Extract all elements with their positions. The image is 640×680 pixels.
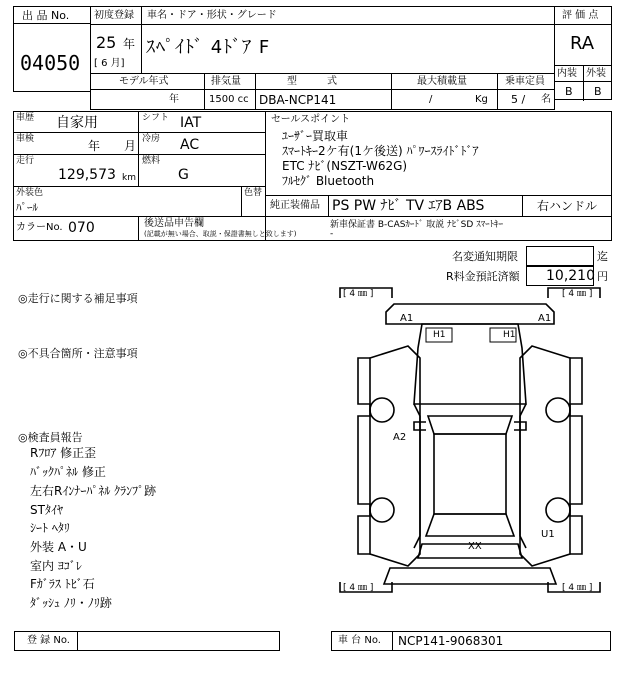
inspector-report-label: ◎検査員報告: [18, 431, 83, 444]
inspector-line: 室内 ﾖｺﾞﾚ: [30, 559, 82, 573]
car-name-box: [141, 6, 555, 74]
max-load-sep: /: [429, 94, 433, 105]
chassis-label: 車 台 No.: [338, 635, 381, 646]
right-side-outline: [570, 358, 582, 554]
capacity-value: 5 /: [511, 93, 526, 106]
spec-row: [90, 73, 555, 110]
equipment-label: 純正装備品: [270, 200, 320, 211]
recycle-value: 10,210: [546, 268, 595, 284]
sales-point-line: ﾕｰｻﾞｰ買取車: [282, 129, 349, 143]
inspector-line: ﾀﾞｯｼｭ ﾉﾘ・ﾉﾘ跡: [30, 596, 112, 610]
damage-mark: U1: [541, 529, 555, 540]
mileage-label: 走行: [16, 156, 35, 166]
docs-note: (記載が無い場合、取説・保證書無しと致します): [144, 230, 297, 238]
lot-no: 04050: [20, 51, 81, 75]
divider: [583, 65, 584, 101]
inspector-line: 外装 A・U: [30, 540, 87, 554]
defects-label: ◎不具合箇所・注意事項: [18, 347, 138, 360]
displacement-value: 1500 cc: [209, 94, 249, 105]
max-load-unit: Kg: [475, 94, 488, 105]
left-side-body: [370, 346, 420, 566]
chassis-box: [331, 631, 611, 651]
ac-value: AC: [180, 137, 200, 153]
tire-depth-tl: [ 4 ㎜ ]: [343, 289, 374, 299]
tire-depth-br: [ 4 ㎜ ]: [562, 583, 593, 593]
interior-grade: B: [565, 85, 573, 98]
steering-value: 右ハンドル: [537, 199, 598, 213]
inspection-year: 年: [88, 139, 101, 153]
first-reg-box: [90, 6, 142, 74]
fuel-label: 燃料: [142, 156, 161, 166]
divider: [13, 132, 266, 133]
max-load-label: 最大積載量: [417, 76, 467, 87]
divider: [391, 73, 392, 110]
recycle-label: R料金預託済額: [446, 270, 520, 283]
divider: [328, 195, 329, 217]
sales-points-box: [265, 111, 612, 196]
mileage-value: 129,573: [58, 167, 116, 183]
divider: [241, 186, 242, 216]
divider: [392, 631, 393, 651]
history-value: 自家用: [56, 115, 98, 131]
divider: [13, 216, 266, 217]
damage-mark: H1: [503, 330, 516, 340]
damage-mark: A1: [400, 313, 414, 324]
first-reg-label: 初度登録: [94, 10, 134, 21]
chassis-no: NCP141-9068301: [398, 634, 504, 648]
rear-bumper: [384, 568, 556, 584]
damage-mark: A1: [538, 313, 552, 324]
damage-mark: H1: [433, 330, 446, 340]
divider: [554, 24, 612, 25]
sales-point-line: ETC ﾅﾋﾞ(NSZT-W62G): [282, 159, 408, 173]
ext-color-value: ﾊﾟｰﾙ: [16, 201, 38, 214]
warranty-items: 新車保証書 B-CASｶｰﾄﾞ 取説 ﾅﾋﾞSD ｽﾏｰﾄｷｰ: [330, 220, 504, 230]
inspector-line: Fｶﾞﾗｽ ﾄﾋﾞ石: [30, 577, 95, 591]
equipment-value: PS PW ﾅﾋﾞ TV ｴｱB ABS: [332, 198, 485, 214]
divider: [138, 111, 139, 186]
type-value: DBA-NCP141: [259, 93, 337, 107]
tire-depth-tr: [ 4 ㎜ ]: [562, 289, 593, 299]
ac-label: 冷房: [142, 134, 161, 144]
inspector-line: ｼｰﾄ ﾍﾀﾘ: [30, 521, 70, 535]
history-label: 車歴: [16, 113, 35, 123]
divider: [90, 24, 142, 25]
sales-points-label: セールスポイント: [271, 114, 351, 125]
model-year-value: 年: [169, 94, 179, 105]
car-damage-diagram: [330, 286, 610, 606]
name-change-label: 名変通知期限: [452, 250, 518, 263]
divider: [497, 73, 498, 110]
first-reg-month: [ 6 月]: [94, 58, 125, 69]
grade-value: RA: [570, 33, 595, 54]
inspector-line: Rﾌﾛｱ 修正歪: [30, 446, 97, 460]
tire-depth-bl: [ 4 ㎜ ]: [343, 583, 374, 593]
sales-point-line: ﾌﾙｾｸﾞ Bluetooth: [282, 174, 375, 188]
lot-no-box: [13, 6, 91, 92]
shift-value: IAT: [180, 115, 202, 131]
wheel-rr: [546, 498, 570, 522]
rear-window: [426, 514, 514, 536]
model-year-label: モデル年式: [119, 76, 169, 87]
divider: [13, 186, 266, 187]
inspector-line: ﾊﾞｯｸﾊﾟﾈﾙ 修正: [30, 465, 106, 479]
recycle-unit: 円: [597, 270, 608, 283]
divider: [554, 81, 612, 82]
left-body-line: [414, 404, 420, 548]
year-unit: 年: [123, 37, 136, 51]
ext-color-label: 外装色: [16, 188, 44, 198]
car-name-label: 車名・ドア・形状・グレード: [147, 10, 277, 21]
name-change-field: [526, 246, 594, 266]
equipment-box: [265, 195, 612, 241]
first-reg-year: 25: [96, 33, 117, 52]
sales-point-line: ｽﾏｰﾄｷｰ2ケ有(1ケ後送) ﾊﾟﾜｰｽﾗｲﾄﾞﾄﾞｱ: [282, 144, 479, 158]
docs-label: 後送品申告欄: [144, 218, 204, 229]
damage-mark: XX: [468, 541, 482, 552]
lot-no-label: 出 品 No.: [22, 9, 70, 22]
inspection-month: 月: [124, 139, 137, 153]
interior-label: 内装: [557, 68, 577, 79]
damage-mark: A2: [393, 432, 407, 443]
reg-no-box: [14, 631, 280, 651]
divider: [13, 23, 91, 24]
divider: [265, 216, 612, 217]
left-side-outline: [358, 358, 370, 554]
fuel-value: G: [178, 167, 189, 183]
divider: [141, 24, 555, 25]
warranty-dash: -: [330, 229, 334, 239]
name-change-unit: 迄: [597, 250, 608, 263]
divider: [522, 195, 523, 217]
driving-remarks-label: ◎走行に関する補足事項: [18, 292, 138, 305]
divider: [204, 73, 205, 110]
divider: [77, 631, 78, 651]
exterior-label: 外装: [586, 68, 606, 79]
divider: [138, 216, 139, 241]
color-no-value: 070: [68, 220, 95, 236]
divider: [255, 73, 256, 110]
repaint-label: 色替: [244, 188, 263, 198]
exterior-grade: B: [594, 85, 602, 98]
shift-label: シフト: [142, 113, 170, 123]
right-body-line: [520, 404, 526, 548]
inspector-line: STﾀｲﾔ: [30, 503, 63, 517]
grade-label: 評 価 点: [562, 10, 599, 21]
capacity-label: 乗車定員: [505, 76, 545, 87]
divider: [13, 154, 266, 155]
type-label: 型 式: [287, 76, 337, 87]
inspection-label: 車検: [16, 134, 35, 144]
car-name: ｽﾍﾟｲﾄﾞ 4ﾄﾞｱ F: [146, 37, 271, 58]
color-no-label: カラーNo.: [16, 222, 63, 233]
wheel-rl: [370, 498, 394, 522]
displacement-label: 排気量: [211, 76, 241, 87]
wheel-fr: [546, 398, 570, 422]
windshield: [428, 416, 512, 434]
reg-no-label: 登 録 No.: [27, 635, 70, 646]
roof: [434, 434, 506, 514]
inspector-line: 左右Rｲﾝﾅｰﾊﾟﾈﾙ ｸﾗﾝﾌﾟ跡: [30, 484, 157, 498]
divider: [90, 89, 555, 90]
mileage-unit: km: [122, 173, 136, 183]
capacity-unit: 名: [541, 94, 551, 105]
wheel-fl: [370, 398, 394, 422]
grade-box: [554, 6, 612, 100]
